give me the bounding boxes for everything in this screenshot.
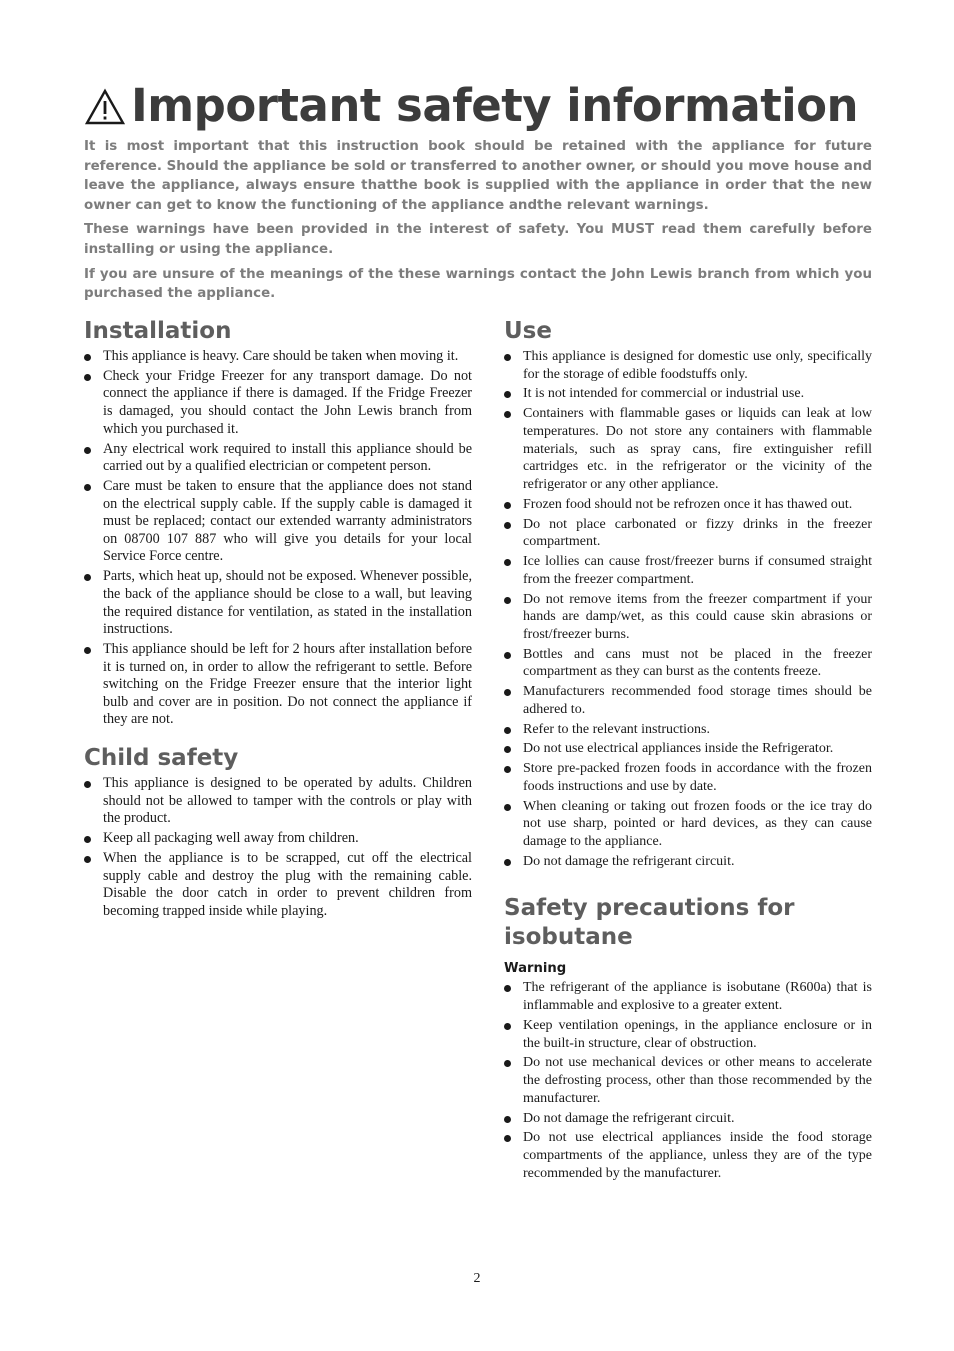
list-item-text: Keep all packaging well away from children. <box>103 830 359 847</box>
list-item-text: Do not damage the refrigerant circuit. <box>523 853 735 869</box>
list-item-text: It is not intended for commercial or industrial use. <box>523 386 805 402</box>
list-item-text: Refer to the relevant instructions. <box>523 721 710 737</box>
list-item <box>84 368 472 438</box>
list-item <box>504 798 872 851</box>
bullet-icon <box>504 727 511 734</box>
intro-paragraph: It is most important that this instruction book should be retained with the appliance for future reference. Should the appliance be sold or transferred to another owner, or should you move house and leave the appliance, always ensure thatthe book is supplied with the appliance in order that the new owner can get to know the functioning of the appliance andthe relevant warnings. <box>84 139 872 213</box>
list-item-text: Manufacturers recommended food storage times should be adhered to. <box>523 684 872 717</box>
list-item-text: This appliance should be left for 2 hours after installation before it is turned on, in order to allow the refrigerant to settle. Before switching on the Fridge Freezer ensure that the interior light bulb and cover are in position. Do not connect the appliance if they are not. <box>103 640 472 728</box>
list-item-text: Containers with flammable gases or liquids can leak at low temperatures. Do not store any containers with flammable materials, such as spray cans, fire extinguisher refill cartridges etc. in the refrigerator or the vicinity of the refrigerator or any other appliance. <box>523 406 872 492</box>
list-item-text: Bottles and cans must not be placed in the freezer compartment as they can burst as the contents freeze. <box>523 646 872 680</box>
child-safety-heading: Child safety <box>84 744 239 771</box>
list-item <box>504 348 872 383</box>
isobutane-list <box>504 979 872 1182</box>
list-item-text: Store pre-packed frozen foods in accordance with the frozen foods instructions and use by date. <box>523 761 872 794</box>
bullet-icon <box>84 354 91 361</box>
warning-subheading: Warning <box>504 961 567 977</box>
right-column <box>504 316 872 1185</box>
list-item-text: Do not place carbonated or fizzy drinks in the freezer compartment. <box>523 516 872 550</box>
bullet-icon <box>504 597 511 604</box>
bullet-icon <box>84 447 91 454</box>
intro-paragraph: If you are unsure of the meanings of the these warnings contact the John Lewis branch from which you purchased the appliance. <box>84 266 872 302</box>
use-heading: Use <box>504 318 552 344</box>
bullet-icon <box>84 647 91 654</box>
bullet-icon <box>504 391 511 398</box>
bullet-icon <box>504 652 511 659</box>
bullet-icon <box>84 836 91 843</box>
bullet-icon <box>504 522 511 529</box>
page-number: 2 <box>473 1271 481 1286</box>
list-item <box>84 830 472 848</box>
isobutane-heading <box>504 894 872 952</box>
bullet-icon <box>504 1060 511 1067</box>
installation-heading: Installation <box>84 318 232 344</box>
list-item <box>504 1054 872 1107</box>
bullet-icon <box>504 411 511 418</box>
list-item-text: Do not damage the refrigerant circuit. <box>523 1110 735 1126</box>
list-item-text: Keep ventilation openings, in the appliance enclosure or in the built-in structure, clear of obstruction. <box>523 1017 872 1051</box>
list-item <box>84 641 472 729</box>
list-item <box>504 1110 872 1128</box>
use-list <box>504 348 872 870</box>
bullet-icon <box>84 856 91 863</box>
list-item-text: Care must be taken to ensure that the appliance does not stand on the electrical supply cable. If the supply cable is damaged it must be replaced; contact our extended warranty administrators on 08700 107 887 who will give you details for your local Service Force centre. <box>103 478 472 565</box>
list-item <box>504 683 872 718</box>
left-column <box>84 316 472 923</box>
list-item-text: Do not use electrical appliances inside the Refrigerator. <box>523 741 834 757</box>
list-item <box>504 516 872 551</box>
list-item <box>504 385 872 403</box>
intro-paragraph: These warnings have been provided in the interest of safety. You MUST read them carefully before installing or using the appliance. <box>84 222 872 257</box>
bullet-icon <box>504 746 511 753</box>
list-item <box>84 850 472 920</box>
title-row <box>85 76 885 136</box>
list-item <box>504 979 872 1014</box>
list-item <box>504 591 872 644</box>
list-item <box>84 775 472 828</box>
list-item <box>504 496 872 514</box>
list-item-text: Any electrical work required to install this appliance should be carried out by a qualified electrician or competent person. <box>103 440 472 475</box>
bullet-icon <box>504 689 511 696</box>
list-item <box>84 348 472 366</box>
installation-list <box>84 348 472 729</box>
list-item-text: Parts, which heat up, should not be exposed. Whenever possible, the back of the appliance should be close to a wall, but leaving the required distance for ventilation, as stated in the installation instructions. <box>103 568 472 638</box>
list-item <box>504 553 872 588</box>
list-item-text: This appliance is designed for domestic use only, specifically for the storage of edible foodstuffs only. <box>523 349 872 382</box>
bullet-icon <box>504 502 511 509</box>
list-item <box>504 646 872 681</box>
bullet-icon <box>504 859 511 866</box>
list-item-text: When the appliance is to be scrapped, cut off the electrical supply cable and destroy the plug with the remaining cable. Disable the door catch in order to prevent children from becoming trapped inside while playing. <box>103 849 472 919</box>
list-item-text: Frozen food should not be refrozen once it has thawed out. <box>523 496 853 512</box>
list-item-text: Check your Fridge Freezer for any transport damage. Do not connect the appliance if there is damaged. If the Fridge Freezer is damaged, you should contact the John Lewis branch from which you purchased it. <box>103 367 472 437</box>
bullet-icon <box>504 1116 511 1123</box>
list-item-text: This appliance is designed to be operated by adults. Children should not be allowed to tamper with the controls or play with the product. <box>103 774 472 827</box>
list-item-text: When cleaning or taking out frozen foods or the ice tray do not use sharp, pointed or hard devices, as they can cause damage to the appliance. <box>523 798 872 849</box>
list-item-text: This appliance is heavy. Care should be taken when moving it. <box>103 348 459 364</box>
bullet-icon <box>504 1135 511 1142</box>
list-item <box>84 478 472 566</box>
bullet-icon <box>84 574 91 581</box>
page-title: Important safety information <box>131 79 859 132</box>
list-item <box>504 1129 872 1182</box>
isobutane-heading-line: Safety precautions for <box>504 895 795 922</box>
intro-text <box>84 137 872 309</box>
list-item <box>504 405 872 493</box>
list-item <box>504 721 872 739</box>
bullet-icon <box>504 354 511 361</box>
list-item-text: Do not use mechanical devices or other means to accelerate the defrosting process, other than those recommended by the manufacturer. <box>523 1055 872 1106</box>
bullet-icon <box>504 559 511 566</box>
bullet-icon <box>84 484 91 491</box>
child-safety-list <box>84 775 472 920</box>
bullet-icon <box>504 985 511 992</box>
list-item-text: Ice lollies can cause frost/freezer burns if consumed straight from the freezer compartment. <box>523 554 872 587</box>
list-item-text: Do not use electrical appliances inside the food storage compartments of the appliance, unless they are of the type recommended by the manufacturer. <box>523 1130 872 1181</box>
list-item <box>504 740 872 758</box>
warning-triangle-icon <box>85 88 125 126</box>
list-item <box>504 1017 872 1052</box>
list-item-text: Do not remove items from the freezer compartment if your hands are damp/wet, as this could cause skin abrasions or frost/freezer burns. <box>523 591 872 642</box>
list-item-text: The refrigerant of the appliance is isobutane (R600a) that is inflammable and explosive to a greater extent. <box>523 980 872 1014</box>
bullet-icon <box>504 766 511 773</box>
bullet-icon <box>84 781 91 788</box>
list-item <box>84 568 472 638</box>
bullet-icon <box>84 374 91 381</box>
isobutane-heading-line: isobutane <box>504 924 633 951</box>
list-item <box>504 853 872 871</box>
list-item <box>504 760 872 795</box>
bullet-icon <box>504 1023 511 1030</box>
bullet-icon <box>504 804 511 811</box>
list-item <box>84 441 472 476</box>
